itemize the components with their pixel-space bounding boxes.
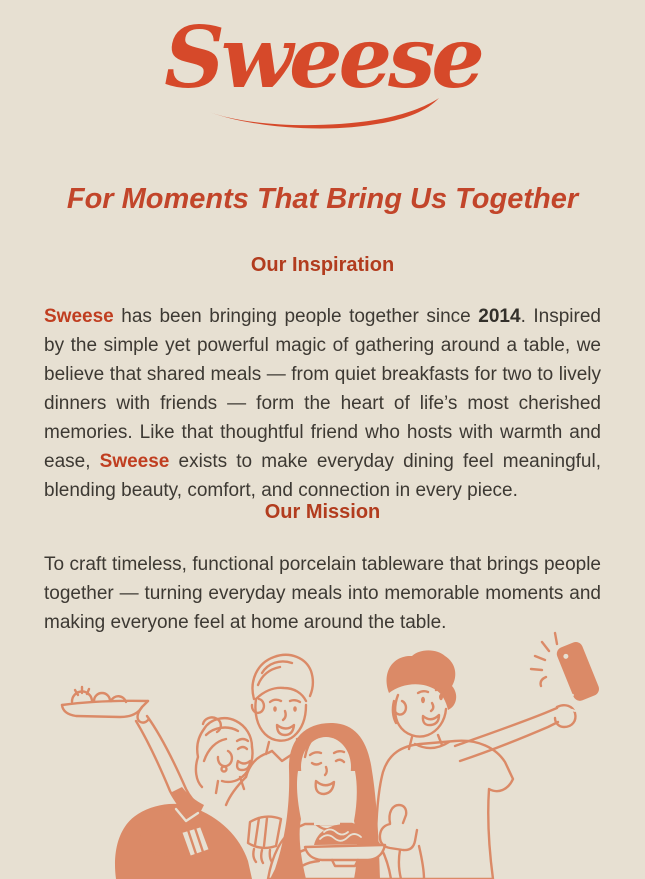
inspiration-text-c: exists to make everyday dining feel meaningful, blending beauty, comfort, and connection in every piece. bbox=[44, 451, 601, 501]
inspiration-text-b: . Inspired by the simple yet powerful magic of gathering around a table, we believe that shared meals — from quiet breakfasts for two to lively dinners with friends — form the heart of life’s most cherished memories. Like that thoughtful friend who hosts with warmth and ease, bbox=[44, 306, 601, 472]
selfie-phone-icon bbox=[555, 640, 601, 703]
brand-tagline: For Moments That Bring Us Together bbox=[66, 183, 579, 215]
inspiration-paragraph bbox=[44, 302, 601, 505]
person-right-man bbox=[376, 633, 601, 879]
brand-name-highlight-2: Sweese bbox=[99, 451, 170, 472]
brand-logo-text: Sweese bbox=[164, 8, 481, 107]
person-left-woman bbox=[62, 687, 253, 879]
brand-logo bbox=[0, 8, 645, 130]
person-center-woman bbox=[268, 723, 391, 879]
group-selfie-illustration bbox=[0, 629, 645, 879]
mission-heading: Our Mission bbox=[264, 501, 381, 523]
inspiration-heading: Our Inspiration bbox=[250, 254, 395, 276]
mission-paragraph: To craft timeless, functional porcelain tableware that brings people together — turning everyday meals into memorable moments and making everyone feel at home around the table. bbox=[44, 554, 601, 633]
inspiration-text-a: has been bringing people together since bbox=[113, 306, 479, 327]
camera-flash-icon bbox=[531, 633, 557, 686]
food-plate-icon bbox=[62, 687, 148, 717]
brand-name-highlight: Sweese bbox=[44, 306, 114, 327]
founding-year: 2014 bbox=[478, 306, 521, 327]
